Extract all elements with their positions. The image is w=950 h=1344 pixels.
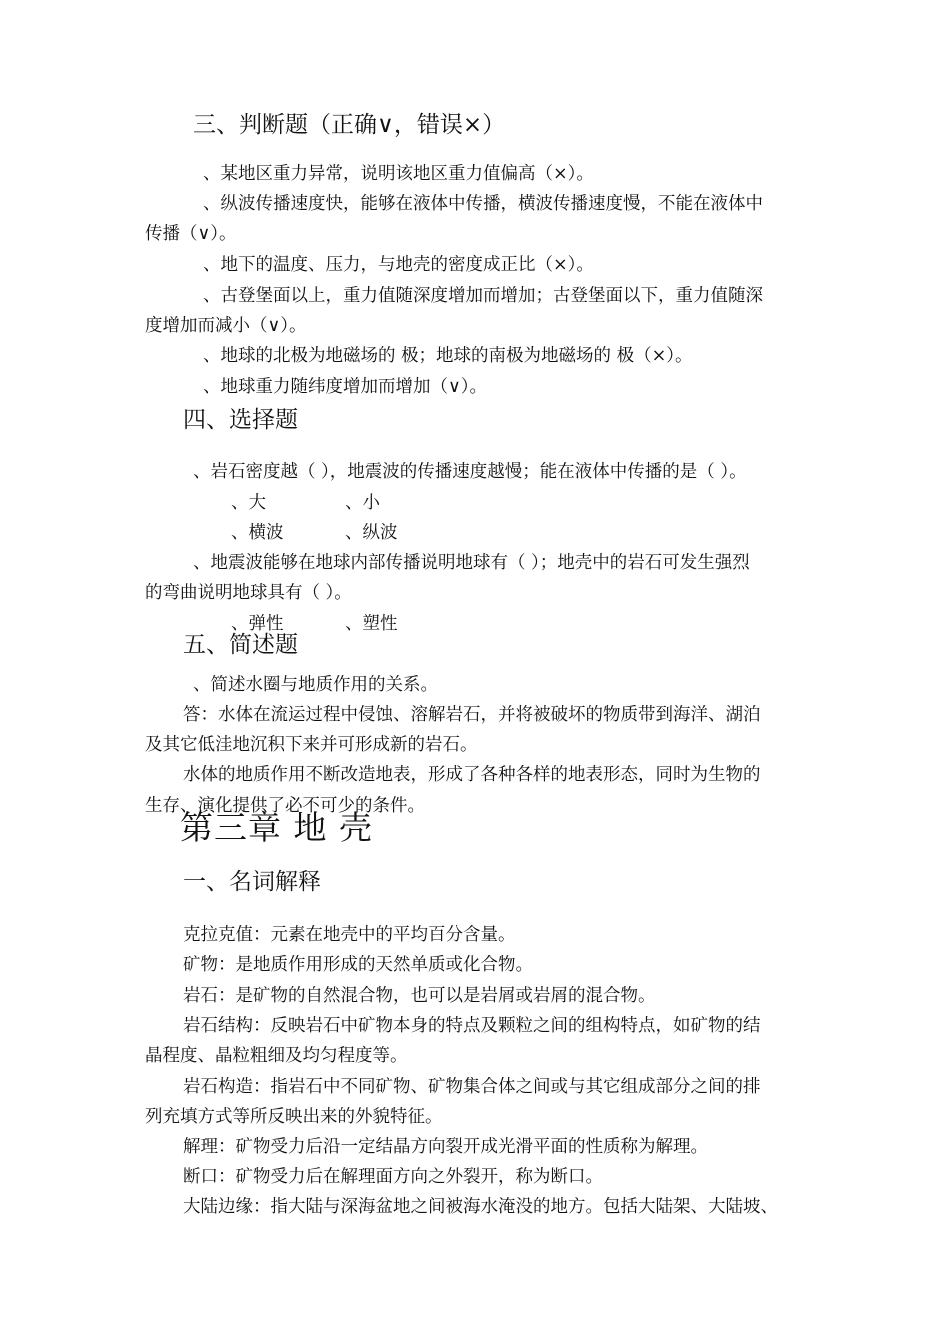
judgment-item-4-cont: 度增加而减小（∨）。: [145, 316, 307, 336]
answer-line: 水体的地质作用不断改造地表，形成了各种各样的地表形态，同时为生物的: [183, 765, 761, 785]
short-question-1: 、简述水圈与地质作用的关系。: [193, 675, 438, 695]
section-5-title: 五、简述题: [183, 632, 298, 658]
definition-line: 岩石：是矿物的自然混合物，也可以是岩屑或岩屑的混合物。: [183, 986, 656, 1006]
choice-option: 、大: [231, 493, 266, 513]
answer-line: 生存、演化提供了必不可少的条件。: [145, 796, 425, 816]
section-3-title: 三、判断题（正确∨，错误×）: [193, 112, 506, 138]
choice-option: 、弹性: [231, 614, 284, 634]
definition-line: 列充填方式等所反映出来的外貌特征。: [145, 1107, 443, 1127]
definition-line: 断口：矿物受力后在解理面方向之外裂开，称为断口。: [183, 1167, 603, 1187]
answer-line: 答：水体在流运过程中侵蚀、溶解岩石，并将被破坏的物质带到海洋、湖泊: [183, 705, 761, 725]
choice-question-2: 、地震波能够在地球内部传播说明地球有（ ）；地壳中的岩石可发生强烈: [193, 553, 750, 573]
judgment-item-2-cont: 传播（∨）。: [145, 224, 237, 244]
answer-line: 及其它低洼地沉积下来并可形成新的岩石。: [145, 735, 478, 755]
definition-line: 矿物：是地质作用形成的天然单质或化合物。: [183, 955, 533, 975]
choice-question-2-cont: 的弯曲说明地球具有（ ）。: [145, 583, 352, 603]
choice-option: 、小: [345, 493, 380, 513]
definition-line: 岩石构造：指岩石中不同矿物、矿物集合体之间或与其它组成部分之间的排: [183, 1077, 761, 1097]
definition-line: 解理：矿物受力后沿一定结晶方向裂开成光滑平面的性质称为解理。: [183, 1137, 708, 1157]
chapter-section-1-title: 一、名词解释: [183, 869, 321, 895]
choice-option: 、横波: [231, 523, 284, 543]
judgment-item-6: 、地球重力随纬度增加而增加（∨）。: [203, 377, 488, 397]
judgment-item-1: 、某地区重力异常，说明该地区重力值偏高（×）。: [203, 164, 594, 184]
choice-question-1: 、岩石密度越（ ），地震波的传播速度越慢；能在液体中传播的是（ ）。: [193, 462, 747, 482]
judgment-item-2: 、纵波传播速度快，能够在液体中传播，横波传播速度慢，不能在液体中: [203, 194, 763, 214]
chapter-title: 第三章 地 壳: [180, 808, 373, 847]
choice-option: 、塑性: [345, 614, 398, 634]
judgment-item-3: 、地下的温度、压力，与地壳的密度成正比（×）。: [203, 255, 594, 275]
section-4-title: 四、选择题: [183, 407, 298, 433]
definition-line: 晶程度、晶粒粗细及均匀程度等。: [145, 1046, 408, 1066]
judgment-item-4: 、古登堡面以上，重力值随深度增加而增加；古登堡面以下，重力值随深: [203, 286, 763, 306]
choice-option: 、纵波: [345, 523, 398, 543]
judgment-item-5: 、地球的北极为地磁场的 极；地球的南极为地磁场的 极（×）。: [203, 346, 693, 366]
definition-line: 岩石结构：反映岩石中矿物本身的特点及颗粒之间的组构特点，如矿物的结: [183, 1016, 761, 1036]
definition-line: 大陆边缘：指大陆与深海盆地之间被海水淹没的地方。包括大陆架、大陆坡、: [183, 1197, 778, 1217]
definition-line: 克拉克值：元素在地壳中的平均百分含量。: [183, 925, 516, 945]
